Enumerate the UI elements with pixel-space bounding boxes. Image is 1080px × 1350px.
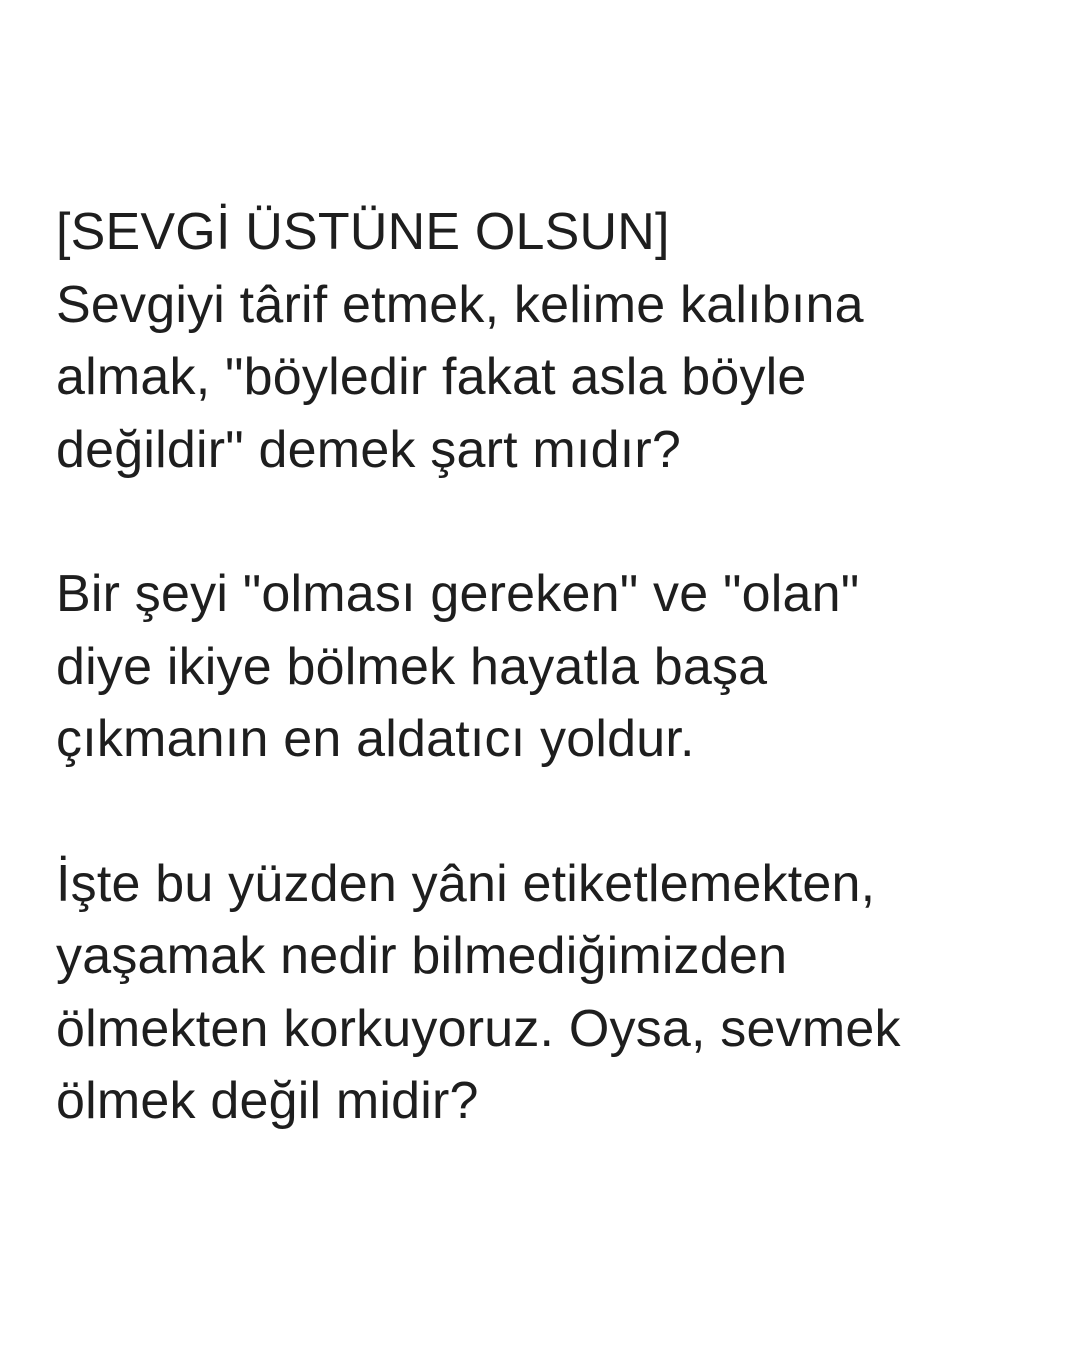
text-line: çıkmanın en aldatıcı yoldur. bbox=[56, 710, 695, 768]
text-line: ölmekten korkuyoruz. Oysa, sevmek bbox=[56, 999, 901, 1058]
text-line: yaşamak nedir bilmediğimizden bbox=[56, 927, 788, 985]
post-text bbox=[56, 196, 1046, 1210]
text-line: değildir" demek şart mıdır? bbox=[56, 420, 681, 479]
text-line: Bir şeyi "olması gereken" ve "olan" bbox=[56, 565, 860, 623]
paragraph-3 bbox=[56, 848, 1046, 1138]
text-line: ölmek değil midir? bbox=[56, 1072, 479, 1130]
text-line: diye ikiye bölmek hayatla başa bbox=[56, 637, 768, 696]
post-title: [SEVGİ ÜSTÜNE OLSUN] bbox=[56, 203, 670, 261]
paragraph-1 bbox=[56, 196, 1046, 486]
paragraph-2 bbox=[56, 558, 1046, 776]
text-line: almak, "böyledir fakat asla böyle bbox=[56, 348, 807, 406]
text-line: İşte bu yüzden yâni etiketlemekten, bbox=[56, 854, 876, 913]
text-line: Sevgiyi târif etmek, kelime kalıbına bbox=[56, 275, 864, 334]
